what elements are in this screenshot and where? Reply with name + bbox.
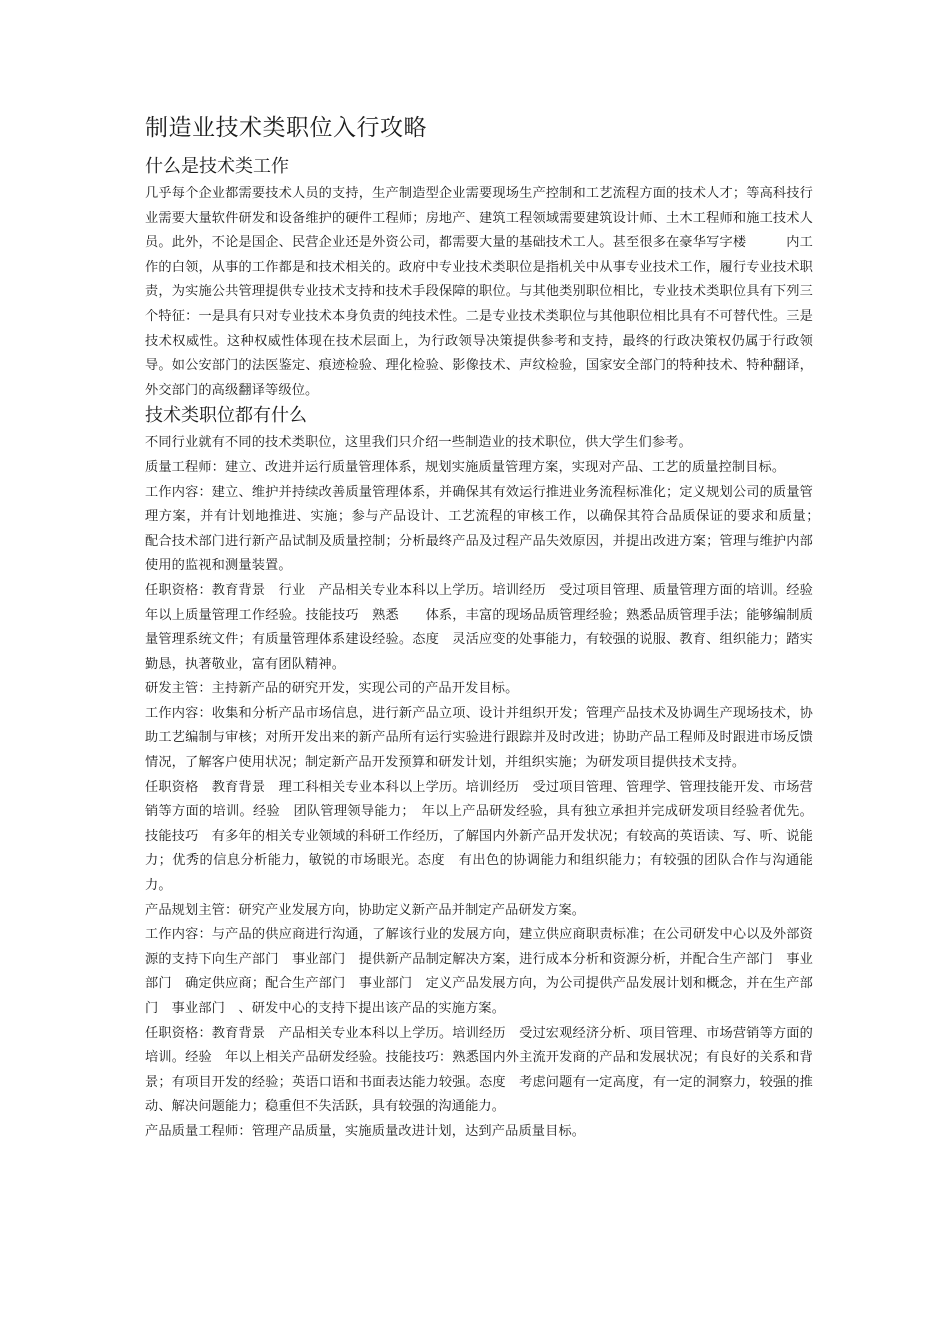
paragraph-product-quality-engineer: 产品质量工程师：管理产品质量，实施质量改进计划，达到产品质量目标。 [145,1123,586,1139]
paragraph-quality-engineer-duties: 工作内容：建立、维护并持续改善质量管理体系，并确保其有效运行推进业务流程标准化；定义规划公司的质量管理方案，并有计划地推进、实施；参与产品设计、工艺流程的审核工作，以确保其符合品质保证的要求和质量； 配合技术部门进行新产品试制及质量控制；分析最终产品及过程产品失效原因，并提出改进方案；管理与维护内部使用的监视和测量装置。 [145,484,827,574]
section-heading-what-is-technical-work: 什么是技术类工作 [145,156,289,177]
paragraph-quality-engineer-qualifications: 任职资格：教育背景 行业 产品相关专业本科以上学历。培训经历 受过项目管理、质量管理方面的培训。经验 年以上质量管理工作经验。技能技巧 熟悉 体系，丰富的现场品质管理经验；熟悉品质管理手法；能够编制质量管理系统文件；有质量管理体系建设经验。态度 灵活应变的处事能力，有较强的说服、教育、组织能力；踏实勤恳，执著敬业，富有团队精神。 [145,582,827,672]
document-page [145,112,827,1145]
section-heading-technical-positions: 技术类职位都有什么 [145,405,307,427]
paragraph-positions-intro: 不同行业就有不同的技术类职位，这里我们只介绍一些制造业的技术职位，供大学生们参考。 [145,435,692,451]
paragraph-product-planning-qualifications: 任职资格：教育背景 产品相关专业本科以上学历。培训经历 受过宏观经济分析、项目管理、市场营销等方面的培训。经验 年以上相关产品研发经验。技能技巧：熟悉国内外主流开发商的产品和发展状况；有良好的关系和背景；有项目开发的经验；英语口语和书面表达能力较强。态度 考虑问题有一定高度，有一定的洞察力，较强的推动、解决问题能力；稳重但不失活跃，具有较强的沟通能力。 [145,1025,813,1115]
paragraph-intro: 几乎每个企业都需要技术人员的支持，生产制造型企业需要现场生产控制和工艺流程方面的技术人才；等高科技行业需要大量软件研发和设备维护的硬件工程师；房地产、建筑工程领域需要建筑设计师、土木工程师和施工技术人员。此外，不论是国企、民营企业还是外资公司，都需要大量的基础技术工人。甚至很多在豪华写字楼 内工作的白领，从事的工作都是和技术相关的。政府中专业技术类职位是指机关中从事专业技术工作，履行专业技术职责，为实施公共管理提供专业技术支持和技术手段保障的职位。与其他类别职位相比，专业技术类职位具有下列三个特征：一是具有只对专业技术本身负责的纯技术性。二是专业技术类职位与其他职位相比具有不可替代性。三是技术权威性。这种权威性体现在技术层面上，为行政领导决策提供参考和支持，最终的行政决策权仍属于行政领导。如公安部门的法医鉴定、痕迹检验、理化检验、影像技术、声纹检验，国家安全部门的特种技术、特种翻译，外交部门的高级翻译等级位。 [145,186,813,398]
paragraph-quality-engineer: 质量工程师：建立、改进并运行质量管理体系，规划实施质量管理方案，实现对产品、工艺的质量控制目标。 [145,459,786,475]
paragraph-product-planning-supervisor: 产品规划主管：研究产业发展方向，协助定义新产品并制定产品研发方案。 [145,902,586,918]
paragraph-rd-supervisor: 研发主管：主持新产品的研究开发，实现公司的产品开发目标。 [145,681,519,697]
paragraph-product-planning-duties: 工作内容：与产品的供应商进行沟通，了解该行业的发展方向，建立供应商职责标准；在公司研发中心以及外部资源的支持下向生产部门 事业部门 提供新产品制定解决方案，进行成本分析和资源分析，并配合生产部门 事业部门 确定供应商；配合生产部门 事业部门 定义产品发展方向，为公司提供产品发展计划和概念，并在生产部门 事业部门 、研发中心的支持下提出该产品的实施方案。 [145,927,813,1016]
document-title: 制造业技术类职位入行攻略 [145,115,427,141]
paragraph-rd-supervisor-qualifications: 任职资格 教育背景 理工科相关专业本科以上学历。培训经历 受过项目管理、管理学、管理技能开发、市场营销等方面的培训。经验 团队管理领导能力； 年以上产品研发经验，具有独立承担并完成研发项目经验者优先。技能技巧 有多年的相关专业领域的科研工作经历，了解国内外新产品开发状况；有较高的英语读、写、听、说能力；优秀的信息分析能力，敏锐的市场眼光。态度 有出色的协调能力和组织能力；有较强的团队合作与沟通能力。 [145,779,813,894]
paragraph-rd-supervisor-duties: 工作内容：收集和分析产品市场信息，进行新产品立项、设计并组织开发；管理产品技术及协调生产现场技术，协助工艺编制与审核；对所开发出来的新产品所有运行实验进行跟踪并及时改进；协助产品工程师及时跟进市场反馈情况，了解客户使用状况；制定新产品开发预算和研发计划，并组织实施；为研发项目提供技术支持。 [145,705,813,771]
